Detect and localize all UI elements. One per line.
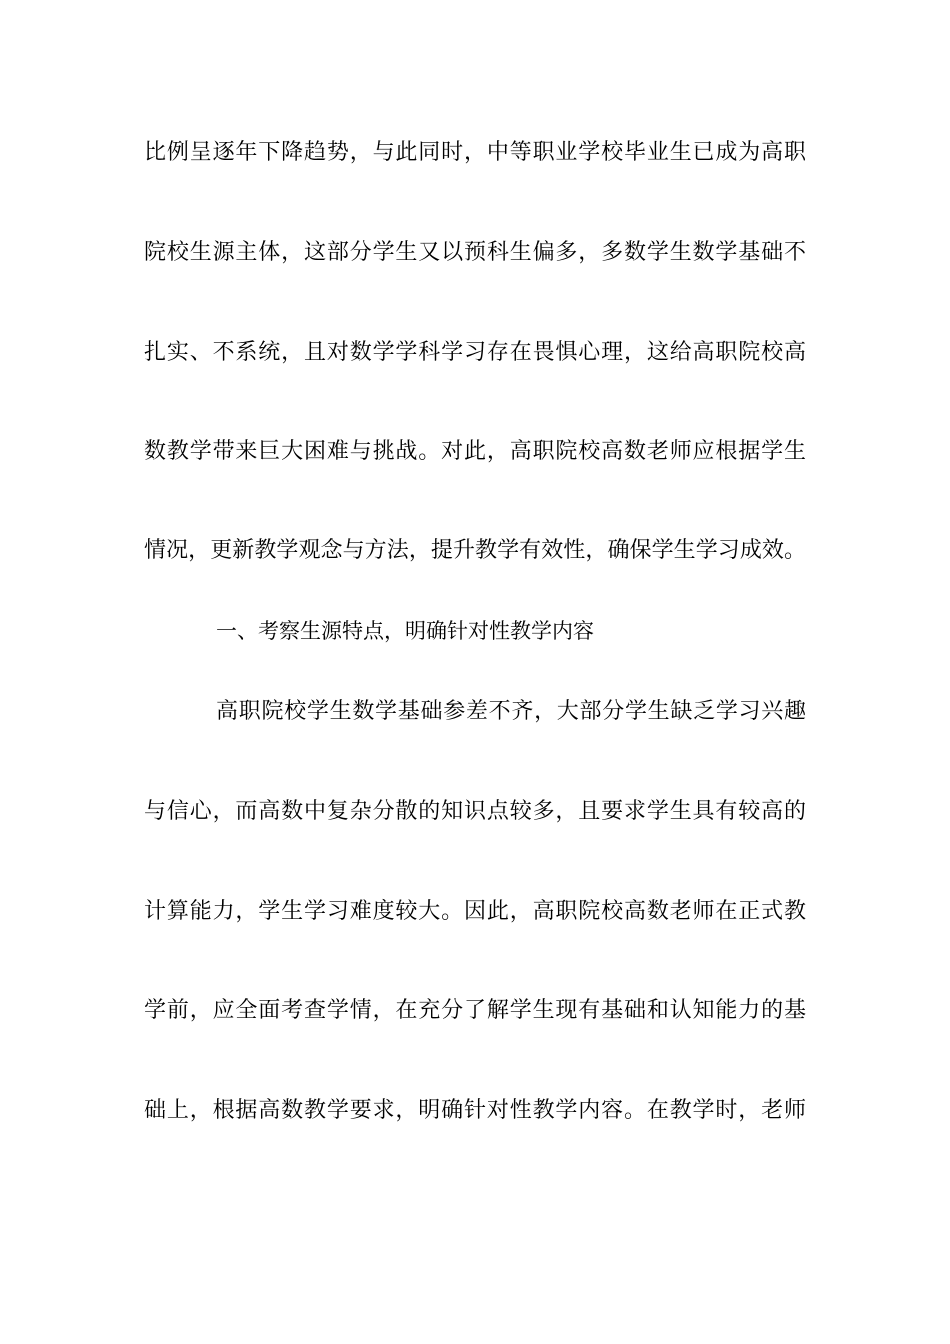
paragraph-2-line-5: 础上，根据高数教学要求，明确针对性教学内容。在教学时，老师 [144, 1098, 806, 1123]
paragraph-1-line-2: 院校生源主体，这部分学生又以预科生偏多，多数学生数学基础不 [144, 240, 806, 265]
paragraph-2-line-3: 计算能力，学生学习难度较大。因此，高职院校高数老师在正式教 [144, 899, 806, 924]
paragraph-1-line-1: 比例呈逐年下降趋势，与此同时，中等职业学校毕业生已成为高职 [144, 140, 806, 165]
paragraph-1-line-4: 数教学带来巨大困难与挑战。对此，高职院校高数老师应根据学生 [144, 439, 806, 464]
section-heading: 一、考察生源特点，明确针对性教学内容 [216, 619, 594, 643]
paragraph-2-line-1: 高职院校学生数学基础参差不齐，大部分学生缺乏学习兴趣 [216, 699, 806, 724]
paragraph-1-line-3: 扎实、不系统，且对数学学科学习存在畏惧心理，这给高职院校高 [144, 340, 806, 365]
paragraph-2-line-2: 与信心，而高数中复杂分散的知识点较多，且要求学生具有较高的 [144, 799, 806, 824]
paragraph-2-line-4: 学前，应全面考查学情，在充分了解学生现有基础和认知能力的基 [144, 998, 806, 1023]
paragraph-1-line-5: 情况，更新教学观念与方法，提升教学有效性，确保学生学习成效。 [144, 538, 806, 563]
